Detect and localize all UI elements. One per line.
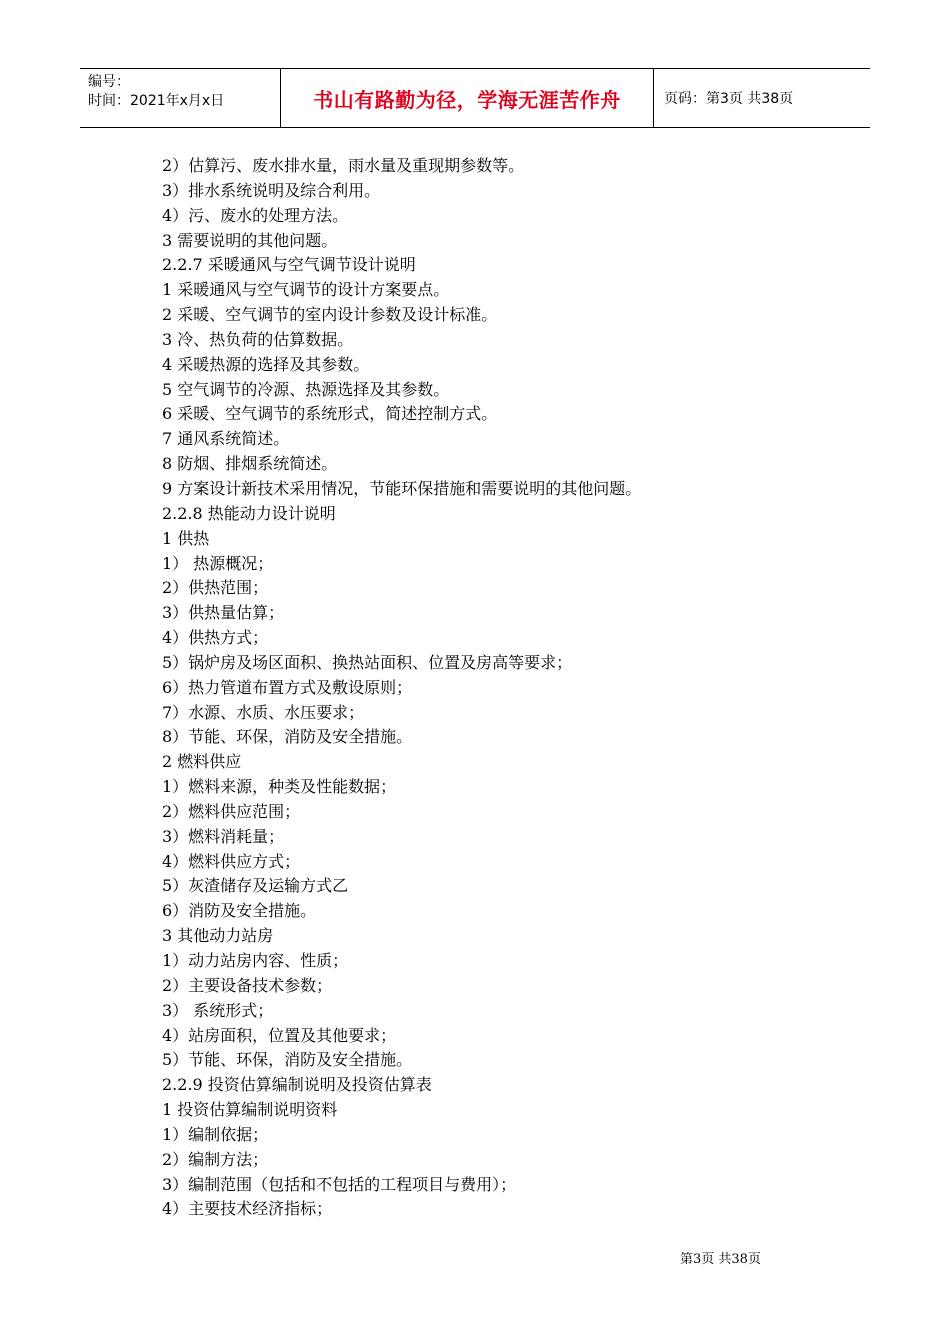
text-line: 3 冷、热负荷的估算数据。 [162,329,354,349]
text-line: 4）供热方式； [162,628,269,648]
text-line: 4）主要技术经济指标； [162,1199,333,1219]
text-line: 5）锅炉房及场区面积、换热站面积、位置及房高等要求； [162,652,573,672]
text-line: 1）编制依据； [162,1124,269,1144]
text-line: 7）水源、水质、水压要求； [162,702,365,722]
text-line: 6）消防及安全措施。 [162,901,317,921]
text-line: 1）燃料来源，种类及性能数据； [162,777,397,797]
text-line: 3）供热量估算； [162,603,285,623]
header-page-number: 页码：第3页 共38页 [664,91,794,107]
text-line: 3）燃料消耗量； [162,826,285,846]
text-line: 2）估算污、废水排水量，雨水量及重现期参数等。 [162,156,525,175]
text-line: 2）燃料供应范围； [162,801,301,821]
text-line: 8 防烟、排烟系统简述。 [162,454,338,474]
text-line: 5）节能、环保，消防及安全措施。 [162,1050,413,1070]
text-line: 7 通风系统简述。 [162,429,290,449]
header-meta [80,69,281,127]
text-line: 2.2.9 投资估算编制说明及投资估算表 [162,1075,432,1095]
document-body [162,154,842,1222]
text-line: 2）供热范围； [162,578,269,598]
page-footer: 第3页 共38页 [680,1252,761,1267]
document-number-label: 编号： [88,74,130,90]
header-motto: 书山有路勤为径，学海无涯苦作舟 [281,69,654,127]
text-line: 3）编制范围（包括和不包括的工程项目与费用）； [162,1174,517,1194]
text-line: 8）节能、环保，消防及安全措施。 [162,727,413,747]
text-line: 1 采暖通风与空气调节的设计方案要点。 [162,280,450,300]
text-line: 3）排水系统说明及综合利用。 [162,180,381,200]
text-line: 1） 热源概况； [162,553,274,573]
document-date: 时间：2021年x月x日 [88,93,225,109]
text-line: 6 采暖、空气调节的系统形式，简述控制方式。 [162,404,498,424]
text-line: 3） 系统形式； [162,1000,274,1020]
text-line: 2）编制方法； [162,1149,269,1169]
text-line: 5 空气调节的冷源、热源选择及其参数。 [162,379,450,399]
text-line: 2 燃料供应 [162,752,242,772]
text-line: 2）主要设备技术参数； [162,975,333,995]
text-line: 2.2.7 采暖通风与空气调节设计说明 [162,255,416,275]
text-line: 6）热力管道布置方式及敷设原则； [162,677,413,697]
text-line: 1 供热 [162,528,210,548]
text-line: 4）站房面积，位置及其他要求； [162,1025,397,1045]
text-line: 4）燃料供应方式； [162,851,301,871]
text-line: 4）污、废水的处理方法。 [162,205,349,225]
text-line: 4 采暖热源的选择及其参数。 [162,354,370,374]
text-line: 2.2.8 热能动力设计说明 [162,503,336,523]
text-line: 1）动力站房内容、性质； [162,951,349,970]
text-line: 2 采暖、空气调节的室内设计参数及设计标准。 [162,305,498,325]
text-line: 9 方案设计新技术采用情况，节能环保措施和需要说明的其他问题。 [162,478,642,498]
text-line: 5）灰渣储存及运输方式乙 [162,876,349,896]
text-line: 3 需要说明的其他问题。 [162,230,338,250]
page-header [80,68,870,128]
text-line: 1 投资估算编制说明资料 [162,1100,338,1120]
text-line: 3 其他动力站房 [162,926,274,946]
